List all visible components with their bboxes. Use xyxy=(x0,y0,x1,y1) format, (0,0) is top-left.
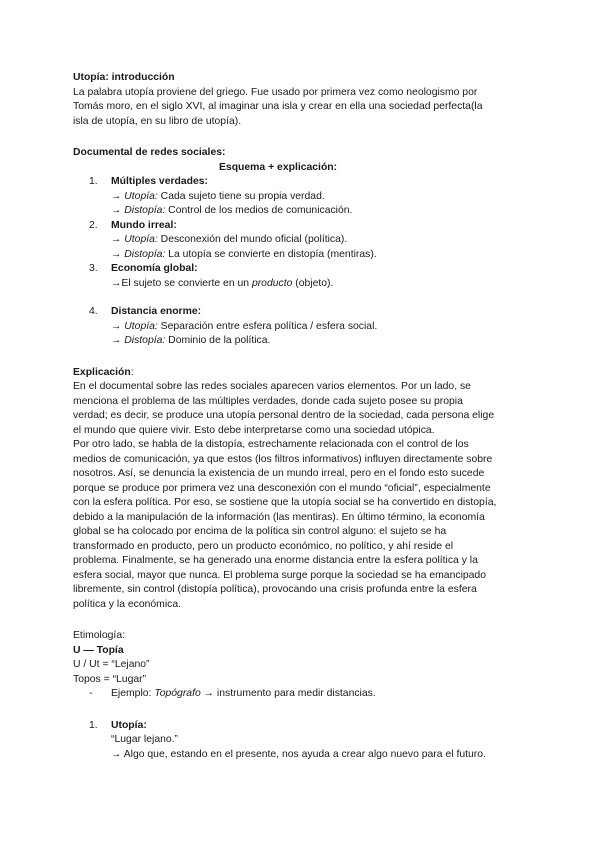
sub-line: → Utopía: Cada sujeto tiene su propia verdad. xyxy=(111,190,325,202)
paragraph-line: Por otro lado, se habla de la distopía, estrechamente relacionada con el control de los xyxy=(73,439,469,450)
paragraph-line: nosotros. Así, se denuncia la existencia de un mundo irreal, pero en el fondo esto sucede xyxy=(73,468,485,479)
paragraph-line: debido a la manipulación de la información (las mentiras). En último término, la economía xyxy=(73,511,485,523)
intro-text-line: Tomás moro, en el siglo XVI, al imaginar una isla y crear en ella una sociedad perfecta(la xyxy=(73,101,483,112)
sub-line: → Distopía: Dominio de la política. xyxy=(111,335,271,346)
paragraph-line: política y la económica. xyxy=(73,598,182,610)
list-number: 4. xyxy=(89,306,98,317)
list-item-title: Utopía: xyxy=(111,719,147,731)
list-item-title: Múltiples verdades: xyxy=(111,176,209,187)
list-item xyxy=(73,719,533,734)
paragraph-line: En el documental sobre las redes sociales aparecen varios elementos. Por un lado, se xyxy=(73,381,471,392)
list-number: 1. xyxy=(89,719,98,731)
sub-line: “Lugar lejano.” xyxy=(111,734,179,745)
list-number: 2. xyxy=(89,219,98,231)
bullet-text: Ejemplo: Topógrafo → instrumento para medir distancias. xyxy=(111,688,376,699)
paragraph-line: con la esfera política. Por eso, se sostiene que la utopía social se ha convertido en distopía, xyxy=(73,497,497,508)
paragraph-line: porque se produce por primera vez una desconexión con el mundo “oficial”, especialmente xyxy=(73,482,491,494)
documental-title: Documental de redes sociales: xyxy=(73,147,226,158)
list-item-title: Economía global: xyxy=(111,263,198,274)
sub-line: →El sujeto se convierte en un producto (objeto). xyxy=(111,277,334,289)
paragraph-line: verdad; es decir, se produce una utopía personal dentro de la sociedad, cada persona elige xyxy=(73,410,495,421)
bullet-dash: - xyxy=(89,688,93,699)
intro-text-line: La palabra utopía proviene del griego. Fue usado por primera vez como neologismo por xyxy=(73,86,478,98)
list-item-title: Mundo irreal: xyxy=(111,219,177,231)
etimologia-line: Topos = “Lugar” xyxy=(73,673,147,685)
intro-title: Utopía: introducción xyxy=(73,72,175,83)
list-number: 3. xyxy=(89,263,98,274)
paragraph-line: el mundo que quiere vivir. Esto debe interpretarse como una sociedad utópica. xyxy=(73,424,435,436)
sub-line: → Algo que, estando en el presente, nos ayuda a crear algo nuevo para el futuro. xyxy=(111,748,486,760)
paragraph-line: esfera social, mayor que nunca. El problema surge porque la sociedad se ha emancipado xyxy=(73,569,486,581)
sub-line: → Utopía: Desconexión del mundo oficial (política). xyxy=(111,234,348,245)
sub-line: → Utopía: Separación entre esfera política / esfera social. xyxy=(111,320,378,332)
list-item xyxy=(73,219,533,234)
documental-subtitle: Esquema + explicación: xyxy=(219,161,338,173)
list-item xyxy=(73,262,533,277)
sub-line: → Distopía: Control de los medios de comunicación. xyxy=(111,205,353,216)
intro-text-line: isla de utopía, en su libro de utopía). xyxy=(73,115,242,127)
paragraph-line: transformado en producto, pero un producto económico, no político, y ahí reside el xyxy=(73,540,454,552)
list-item xyxy=(73,175,533,190)
etimologia-title: Etimología: xyxy=(73,630,125,641)
bullet-item xyxy=(73,687,533,702)
sub-line: → Distopía: La utopía se convierte en distopía (mentiras). xyxy=(111,248,377,260)
explicacion-title: Explicación: xyxy=(73,366,134,378)
paragraph-line: global se ha colocado por encima de la política sin control alguno: el sujeto se ha xyxy=(73,526,447,537)
paragraph-line: menciona el problema de las múltiples verdades, donde cada sujeto posee su propia xyxy=(73,395,463,407)
list-item xyxy=(73,305,533,320)
paragraph-line: libremente, sin control (distopía política), provocando una crisis profunda entre la esfera xyxy=(73,584,477,595)
etimologia-heading: U — Topía xyxy=(73,644,124,656)
list-number: 1. xyxy=(89,176,98,187)
paragraph-line: problema. Finalmente, se ha generado una enorme distancia entre la esfera política y la xyxy=(73,555,478,566)
etimologia-line: U / Ut = “Lejano” xyxy=(73,659,150,670)
document-page xyxy=(73,71,533,762)
list-item-title: Distancia enorme: xyxy=(111,306,202,317)
paragraph-line: medios de comunicación, ya que estos (los filtros informativos) influyen directamente sobre xyxy=(73,453,493,465)
